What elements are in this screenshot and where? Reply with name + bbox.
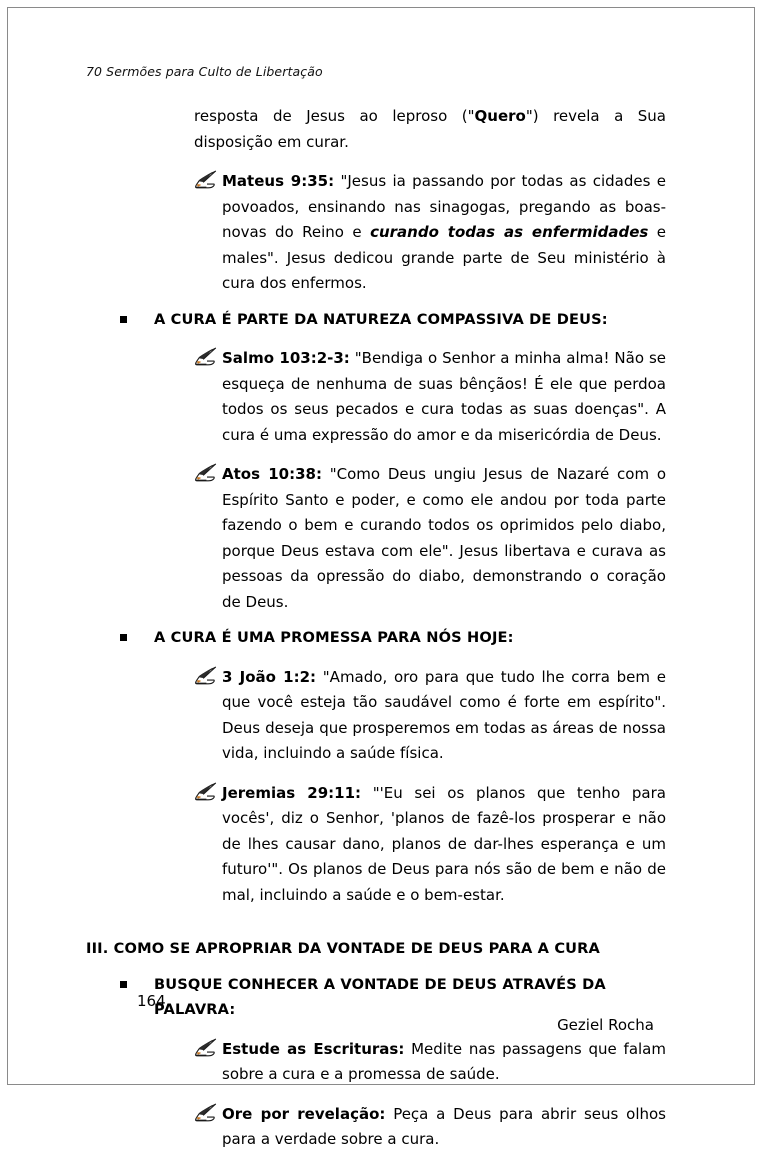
quill-pen-icon — [194, 1103, 218, 1123]
quill-pen-icon — [194, 463, 218, 483]
item-text: Medite nas passagens que falam sobre a cura e a promessa de saúde. — [222, 1039, 666, 1083]
scripture-mateus — [194, 169, 666, 297]
heading-busque-conhecer — [118, 972, 666, 1023]
square-bullet-icon — [120, 316, 127, 323]
heading-promessa-hoje — [118, 625, 666, 651]
heading-natureza-compassiva — [118, 307, 666, 333]
document-page — [7, 7, 755, 1148]
item-label: Estude as Escrituras: — [222, 1039, 405, 1058]
quill-pen-icon — [194, 782, 218, 802]
heading-label: A CURA É PARTE DA NATUREZA COMPASSIVA DE DEUS: — [154, 310, 608, 328]
page-number: 164 — [137, 992, 166, 1010]
item-estude-escrituras — [194, 1037, 666, 1088]
continuation-lead: resposta de Jesus ao leproso (" — [194, 107, 475, 125]
square-bullet-icon — [120, 634, 127, 641]
scripture-text: "Amado, oro para que tudo lhe corra bem e que você esteja tão saudável como é forte em espírito". Deus deseja que prosperemos em todas as áreas de nossa vida, incluindo a saúde física. — [222, 667, 666, 762]
continuation-tail: ") revela a Sua disposição em curar. — [194, 107, 666, 151]
scripture-text-part1: "Jesus ia passando por todas as cidades e povoados, ensinando nas sinagogas, pregando as boas-novas do Reino e — [222, 172, 666, 241]
heading-section-iii: III. COMO SE APROPRIAR DA VONTADE DE DEUS PARA A CURA — [86, 940, 601, 957]
quill-pen-icon — [194, 666, 218, 686]
heading-label: A CURA É UMA PROMESSA PARA NÓS HOJE: — [154, 629, 514, 646]
quill-pen-icon — [194, 347, 218, 367]
square-bullet-icon — [120, 981, 127, 988]
author-name: Geziel Rocha — [557, 1016, 654, 1034]
running-header: 70 Sermões para Culto de Libertação — [86, 64, 323, 79]
continuation-paragraph — [194, 104, 666, 155]
quill-pen-icon — [194, 170, 218, 190]
scripture-reference: 3 João 1:2: — [222, 667, 317, 686]
scripture-reference: Jeremias 29:11: — [222, 783, 362, 802]
scripture-reference: Mateus 9:35: — [222, 172, 335, 190]
item-label: Ore por revelação: — [222, 1104, 386, 1123]
scripture-reference: Atos 10:38: — [222, 465, 322, 483]
scripture-text: "Como Deus ungiu Jesus de Nazaré com o Espírito Santo e poder, e como ele andou por toda parte fazendo o bem e curando todos os oprimidos pelo diabo, porque Deus estava com ele". Jesus libertava e curava as pessoas da opressão do diabo, demonstrando o coração de Deus. — [222, 465, 667, 611]
scripture-3joao — [194, 665, 666, 767]
scripture-salmo — [194, 346, 666, 448]
scripture-atos — [194, 462, 666, 615]
continuation-bold-quero: Quero — [474, 107, 526, 125]
item-ore-revelacao — [194, 1102, 666, 1153]
heading-label: BUSQUE CONHECER A VONTADE DE DEUS ATRAVÉS DA PALAVRA: — [154, 975, 606, 1018]
quill-pen-icon — [194, 1038, 218, 1058]
page-content — [86, 104, 666, 1153]
scripture-text-part2: e males". Jesus dedicou grande parte de Seu ministério à cura dos enfermos. — [222, 223, 666, 292]
scripture-text: "'Eu sei os planos que tenho para vocês', diz o Senhor, 'planos de fazê-los prosperar e não de lhes causar dano, planos de dar-lhes esperança e um futuro'". Os planos de Deus para nós são de bem e não de mal, incluindo a saúde e o bem-estar. — [222, 783, 666, 904]
scripture-jeremias — [194, 781, 666, 909]
item-text: Peça a Deus para abrir seus olhos para a verdade sobre a cura. — [222, 1104, 667, 1148]
scripture-text: "Bendiga o Senhor a minha alma! Não se esqueça de nenhuma de suas bênçãos! É ele que perdoa todos os seus pecados e cura todas as suas doenças". A cura é uma expressão do amor e da misericórdia de Deus. — [222, 349, 666, 444]
scripture-emphasis: curando todas as enfermidades — [370, 223, 649, 241]
scripture-reference: Salmo 103:2-3: — [222, 349, 350, 367]
